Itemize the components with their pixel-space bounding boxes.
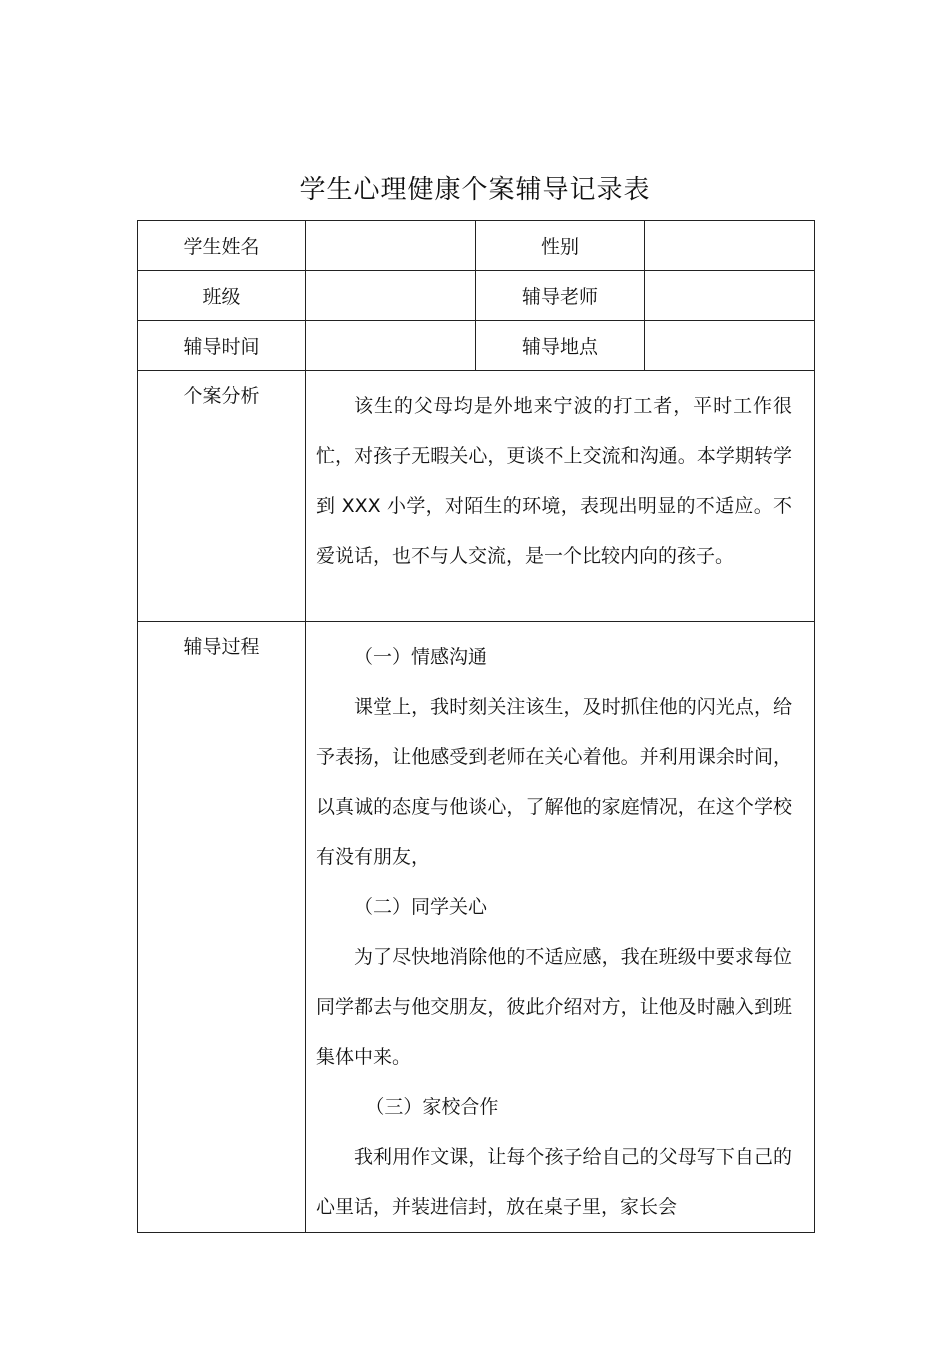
- process-label: 辅导过程: [138, 622, 306, 1233]
- table-row: [138, 271, 815, 321]
- analysis-label: 个案分析: [138, 371, 306, 622]
- gender-field[interactable]: [645, 221, 815, 271]
- gender-label: 性别: [476, 221, 645, 271]
- section3-text: 我利用作文课，让每个孩子给自己的父母写下自己的心里话，并装进信封，放在桌子里，家长会: [316, 1146, 792, 1218]
- class-label: 班级: [138, 271, 306, 321]
- location-label: 辅导地点: [476, 321, 645, 371]
- time-label: 辅导时间: [138, 321, 306, 371]
- section3-heading: （三）家校合作: [365, 1096, 499, 1118]
- section2-heading: （二）同学关心: [354, 896, 488, 918]
- section1-text: 课堂上，我时刻关注该生，及时抓住他的闪光点，给予表扬，让他感受到老师在关心着他。并利用课余时间，以真诚的态度与他谈心，了解他的家庭情况，在这个学校有没有朋友，: [316, 696, 792, 868]
- table-row: [138, 371, 815, 622]
- teacher-field[interactable]: [645, 271, 815, 321]
- document-title: 学生心理健康个案辅导记录表: [299, 175, 651, 205]
- counseling-record-table: [137, 220, 815, 1233]
- student-name-field[interactable]: [306, 221, 476, 271]
- table-row: [138, 321, 815, 371]
- teacher-label: 辅导老师: [476, 271, 645, 321]
- table-row: [138, 221, 815, 271]
- class-field[interactable]: [306, 271, 476, 321]
- location-field[interactable]: [645, 321, 815, 371]
- table-row: [138, 622, 815, 1233]
- student-name-label: 学生姓名: [138, 221, 306, 271]
- time-field[interactable]: [306, 321, 476, 371]
- analysis-text: 该生的父母均是外地来宁波的打工者，平时工作很忙，对孩子无暇关心，更谈不上交流和沟通。本学期转学到 XXX 小学，对陌生的环境，表现出明显的不适应。不爱说话，也不与人交流，是一个比较内向的孩子。: [316, 395, 792, 567]
- section2-text: 为了尽快地消除他的不适应感，我在班级中要求每位同学都去与他交朋友，彼此介绍对方，让他及时融入到班集体中来。: [316, 946, 792, 1068]
- analysis-cell: [306, 371, 815, 622]
- process-cell: [306, 622, 815, 1233]
- section1-heading: （一）情感沟通: [354, 646, 488, 668]
